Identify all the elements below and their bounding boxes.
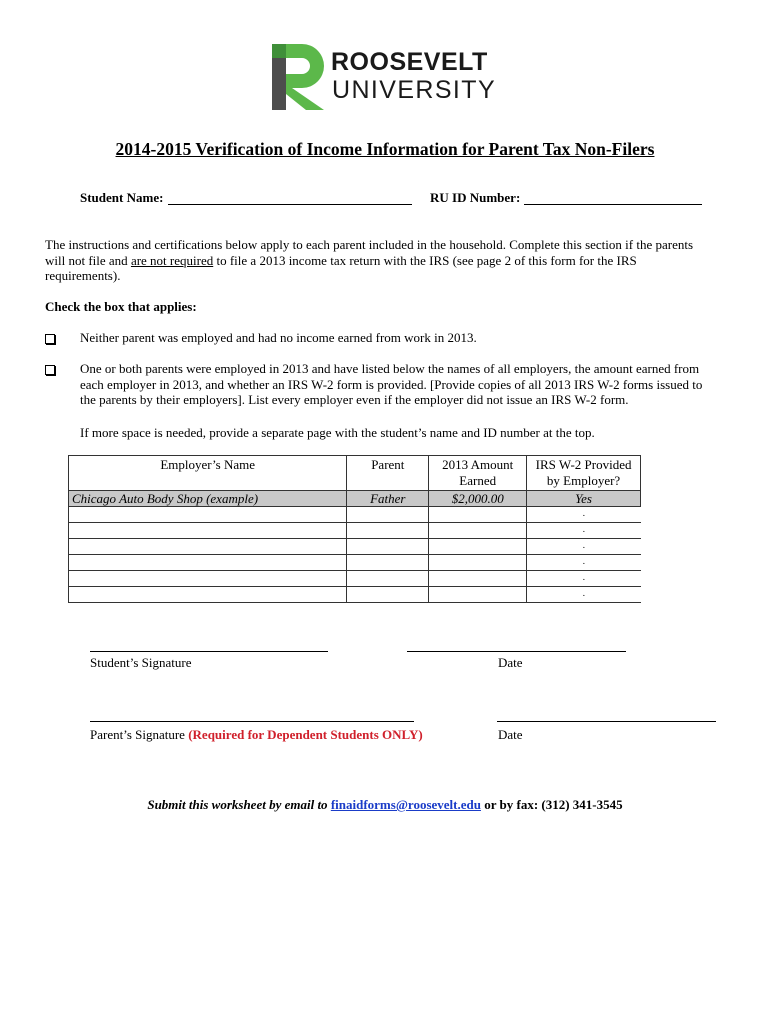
table-row[interactable]: [69, 539, 641, 555]
submit-instructions: Submit this worksheet by email to finaidforms@roosevelt.edu or by fax: (312) 341-3545: [147, 797, 623, 812]
page-title: 2014-2015 Verification of Income Information for Parent Tax Non-Filers: [115, 139, 655, 159]
w2-cell[interactable]: .: [527, 523, 641, 539]
parent-cell[interactable]: [347, 507, 429, 523]
parent-cell[interactable]: [347, 539, 429, 555]
header-employer-name: Employer’s Name: [69, 456, 347, 491]
header-parent: Parent: [347, 456, 429, 491]
table-row[interactable]: [69, 555, 641, 571]
employer-cell[interactable]: [69, 539, 347, 555]
example-amount: $2,000.00: [429, 491, 527, 507]
employer-cell[interactable]: [69, 587, 347, 603]
table-row[interactable]: [69, 523, 641, 539]
example-parent: Father: [347, 491, 429, 507]
option-no-employment-text: Neither parent was employed and had no income earned from work in 2013.: [80, 330, 477, 345]
parent-required-note: (Required for Dependent Students ONLY): [188, 727, 423, 742]
student-date-label: Date: [498, 655, 523, 670]
amount-cell[interactable]: [429, 587, 527, 603]
email-link[interactable]: finaidforms@roosevelt.edu: [330, 797, 481, 812]
table-row-example: [69, 491, 641, 507]
amount-cell[interactable]: [429, 555, 527, 571]
header-amount-earned: 2013 Amount Earned: [429, 456, 527, 491]
parent-signature-line[interactable]: [90, 721, 414, 722]
employer-cell[interactable]: [69, 571, 347, 587]
header-w2-provided: IRS W-2 Provided by Employer?: [527, 456, 641, 491]
logo-text-roosevelt: ROOSEVELT: [331, 48, 488, 76]
logo-text-university: UNIVERSITY: [332, 76, 497, 104]
w2-cell[interactable]: .: [527, 555, 641, 571]
w2-cell[interactable]: .: [527, 571, 641, 587]
student-name-field[interactable]: [168, 204, 412, 205]
parent-cell[interactable]: [347, 571, 429, 587]
ru-id-label: RU ID Number:: [430, 190, 521, 205]
parent-signature-label: Parent’s Signature (Required for Dependent Students ONLY): [90, 727, 423, 742]
parent-date-label: Date: [498, 727, 523, 742]
student-date-line[interactable]: [407, 651, 626, 652]
employer-cell[interactable]: [69, 523, 347, 539]
student-signature-line[interactable]: [90, 651, 328, 652]
employer-cell[interactable]: [69, 507, 347, 523]
amount-cell[interactable]: [429, 571, 527, 587]
ru-id-field[interactable]: [524, 204, 702, 205]
table-row[interactable]: [69, 507, 641, 523]
student-name-label: Student Name:: [80, 190, 164, 205]
table-row[interactable]: [69, 571, 641, 587]
employer-table: [68, 455, 641, 603]
more-space-note: If more space is needed, provide a separate page with the student’s name and ID number at the top.: [80, 425, 595, 440]
parent-cell[interactable]: [347, 587, 429, 603]
amount-cell[interactable]: [429, 507, 527, 523]
amount-cell[interactable]: [429, 539, 527, 555]
table-row[interactable]: [69, 587, 641, 603]
amount-cell[interactable]: [429, 523, 527, 539]
checkbox-employed[interactable]: [45, 365, 55, 375]
employer-cell[interactable]: [69, 555, 347, 571]
w2-cell[interactable]: .: [527, 587, 641, 603]
instructions-text: The instructions and certifications below apply to each parent included in the household. Complete this section if the parents will not file and are not required to file a 2013 income tax return with the IRS (see page 2 of this form for the IRS requirements).: [45, 237, 694, 284]
w2-cell[interactable]: .: [527, 539, 641, 555]
parent-cell[interactable]: [347, 555, 429, 571]
checkbox-no-employment[interactable]: [45, 334, 55, 344]
example-w2: Yes: [527, 491, 641, 507]
w2-cell[interactable]: .: [527, 507, 641, 523]
option-employed-text: One or both parents were employed in 2013 and have listed below the names of all employers, the amount earned from each employer in 2013, and whether an IRS W-2 form is provided. [Provide copies of all 2013 IRS W-2 forms issued to the parents by their employers]. List every employer even if the employer did not issue an IRS W-2 form.: [80, 361, 703, 408]
instructions-underlined: are not required: [130, 252, 214, 268]
check-heading: Check the box that applies:: [45, 299, 197, 314]
student-signature-label: Student’s Signature: [90, 655, 192, 670]
parent-date-line[interactable]: [497, 721, 716, 722]
table-header-row: [69, 456, 641, 491]
parent-cell[interactable]: [347, 523, 429, 539]
example-employer: Chicago Auto Body Shop (example): [69, 491, 347, 507]
